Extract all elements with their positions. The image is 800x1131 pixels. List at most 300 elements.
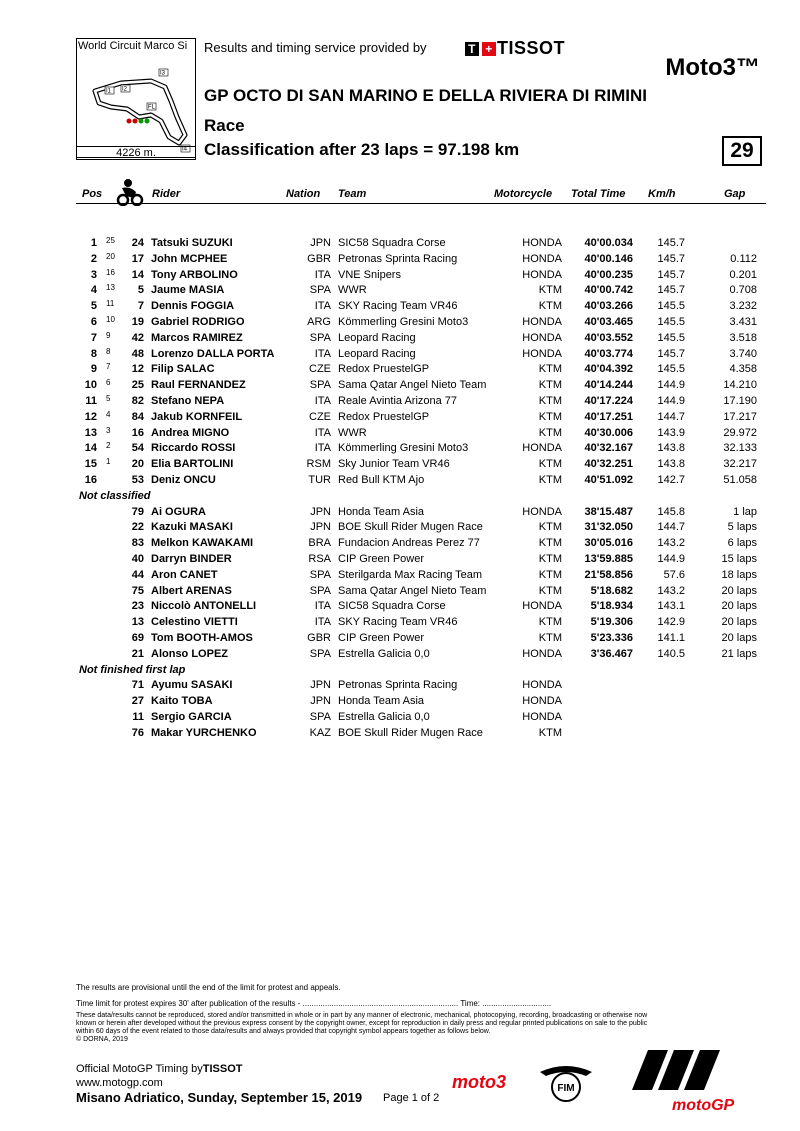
table-row [0, 300, 800, 316]
table-row [0, 379, 800, 395]
cell-nation: ITA [314, 616, 331, 629]
cell-motorcycle: HONDA [522, 316, 562, 328]
motogp-logo [628, 1046, 758, 1116]
cell-pos: 3 [90, 268, 97, 281]
cell-team: Honda Team Asia [338, 505, 425, 518]
cell-motorcycle: KTM [538, 553, 562, 565]
cell-total-time: 5'18.682 [590, 584, 633, 597]
cell-number: 16 [131, 426, 144, 439]
cell-team: Leopard Racing [338, 347, 416, 360]
cell-nation: GBR [307, 632, 331, 644]
sector-i3: I3 [160, 70, 166, 77]
cell-rider: Albert ARENAS [151, 584, 232, 597]
cell-pos: 8 [90, 347, 97, 360]
cell-kmh: 144.9 [657, 379, 685, 392]
tissot-text: TISSOT [497, 38, 566, 58]
cell-number: 21 [131, 647, 144, 660]
cell-number: 27 [131, 695, 144, 708]
cell-kmh: 144.7 [657, 410, 685, 423]
cell-number: 44 [131, 568, 144, 581]
cell-gap: 32.133 [723, 442, 757, 455]
cell-kmh: 145.5 [657, 331, 685, 344]
cell-kmh: 144.9 [657, 553, 685, 565]
cell-pos: 15 [84, 458, 97, 471]
page-of: Page 1 of 2 [383, 1092, 440, 1104]
cell-nation: SPA [309, 647, 331, 660]
table-row [0, 253, 800, 269]
header-rule [76, 203, 766, 204]
cell-number: 42 [131, 331, 144, 344]
cell-number: 75 [131, 584, 144, 597]
cell-number: 69 [131, 632, 144, 644]
circuit-map [81, 57, 193, 155]
cell-rider: Aron CANET [151, 568, 218, 581]
cell-nation: ITA [314, 600, 331, 613]
cell-gap: 0.201 [729, 268, 757, 281]
cell-number: 25 [131, 379, 144, 392]
cell-nation: ITA [314, 395, 331, 407]
cell-team: Estrella Galicia 0,0 [338, 711, 430, 723]
cell-grid: 3 [106, 425, 111, 435]
table-row [0, 348, 800, 364]
cell-kmh: 145.7 [657, 237, 685, 249]
cell-nation: CZE [309, 410, 331, 423]
cell-number: 19 [131, 316, 144, 328]
cell-motorcycle: KTM [538, 379, 562, 392]
col-total-time: Total Time [571, 188, 626, 200]
cell-grid: 16 [106, 267, 115, 277]
cell-number: 5 [137, 284, 144, 297]
cell-team: Fundacion Andreas Perez 77 [338, 537, 480, 550]
cell-rider: Darryn BINDER [151, 553, 232, 565]
cell-gap: 32.217 [723, 458, 757, 471]
provisional-note: The results are provisional until the end of the limit for protest and appeals. [76, 983, 341, 992]
table-row [0, 553, 800, 569]
table-row [0, 679, 800, 695]
cell-gap: 6 laps [727, 537, 757, 550]
table-row [0, 521, 800, 537]
cell-kmh: 145.7 [657, 252, 685, 265]
cell-motorcycle: HONDA [522, 237, 562, 249]
cell-motorcycle: KTM [538, 474, 562, 486]
cell-motorcycle: HONDA [522, 442, 562, 455]
cell-motorcycle: HONDA [522, 268, 562, 281]
cell-gap: 17.190 [723, 395, 757, 407]
cell-motorcycle: KTM [538, 300, 562, 313]
col-kmh: Km/h [648, 188, 676, 200]
cell-grid: 6 [106, 378, 111, 388]
cell-gap: 29.972 [723, 426, 757, 439]
sector-i4: I4 [182, 146, 188, 153]
table-row [0, 695, 800, 711]
cell-number: 76 [131, 726, 144, 739]
cell-kmh: 145.5 [657, 316, 685, 328]
copyright-line: known or herein after developed without the previous express consent by the copyright owner, except for reproduction in daily press and regular printed publications on sale to the public [76, 1020, 648, 1027]
cell-kmh: 143.1 [657, 600, 685, 613]
cell-team: CIP Green Power [338, 632, 425, 644]
cell-grid: 10 [106, 315, 115, 324]
cell-team: Estrella Galicia 0,0 [338, 647, 430, 660]
cell-pos: 1 [90, 237, 97, 249]
cell-gap: 4.358 [729, 363, 757, 376]
cell-gap: 3.740 [729, 347, 757, 360]
cell-total-time: 40'32.251 [584, 458, 633, 471]
cell-nation: JPN [310, 679, 331, 692]
cell-kmh: 145.7 [657, 347, 685, 360]
cell-nation: SPA [309, 379, 331, 392]
tissot-t-icon: T [465, 42, 479, 56]
sector-fl: FL [148, 104, 156, 111]
cell-gap: 0.708 [729, 284, 757, 297]
table-row [0, 427, 800, 443]
cell-nation: SPA [309, 568, 331, 581]
cell-nation: ITA [314, 300, 331, 313]
cell-number: 71 [131, 679, 144, 692]
cell-nation: SPA [309, 584, 331, 597]
cell-total-time: 40'03.774 [584, 347, 633, 360]
cell-gap: 3.518 [729, 331, 757, 344]
table-row [0, 600, 800, 616]
cell-team: Petronas Sprinta Racing [338, 252, 458, 265]
cell-number: 84 [131, 410, 144, 423]
cell-pos: 2 [90, 252, 97, 265]
table-row [0, 727, 800, 743]
page-number-box: 29 [722, 136, 762, 166]
cell-rider: Raul FERNANDEZ [151, 379, 246, 392]
cell-motorcycle: HONDA [522, 711, 562, 723]
cell-gap: 3.431 [729, 316, 757, 328]
cell-team: Leopard Racing [338, 331, 416, 344]
cell-number: 13 [131, 616, 144, 629]
cell-rider: Elia BARTOLINI [151, 458, 234, 471]
copyright-notice [76, 1012, 746, 1044]
cell-number: 7 [137, 300, 144, 313]
table-row [0, 616, 800, 632]
cell-grid: 1 [106, 457, 111, 467]
cell-kmh: 141.1 [657, 632, 685, 644]
cell-nation: RSA [308, 553, 331, 565]
place-date: Misano Adriatico, Sunday, September 15, 2019 [76, 1090, 363, 1105]
rider-icon [116, 178, 144, 206]
table-row [0, 237, 800, 253]
cell-pos: 6 [90, 316, 97, 328]
cell-nation: ITA [314, 426, 331, 439]
table-row [0, 363, 800, 379]
website-link[interactable]: www.motogp.com [76, 1077, 163, 1089]
cell-rider: Kaito TOBA [151, 695, 213, 708]
cell-motorcycle: HONDA [522, 679, 562, 692]
cell-rider: Dennis FOGGIA [151, 300, 235, 313]
cell-total-time: 40'17.251 [584, 410, 633, 423]
cell-rider: Celestino VIETTI [151, 616, 238, 629]
cell-number: 82 [131, 395, 144, 407]
cell-motorcycle: KTM [538, 284, 562, 297]
cell-team: WWR [338, 426, 367, 439]
cell-rider: Marcos RAMIREZ [151, 331, 243, 344]
cell-nation: JPN [310, 505, 331, 518]
cell-total-time: 40'17.224 [584, 395, 633, 407]
cell-motorcycle: KTM [538, 537, 562, 550]
table-row [0, 569, 800, 585]
cell-pos: 14 [84, 442, 97, 455]
cell-kmh: 142.9 [657, 616, 685, 629]
col-gap: Gap [724, 188, 746, 200]
tissot-logo [465, 38, 565, 59]
cell-team: SIC58 Squadra Corse [338, 600, 446, 613]
cell-kmh: 145.7 [657, 268, 685, 281]
cell-kmh: 142.7 [657, 474, 685, 486]
circuit-box [76, 38, 196, 158]
cell-total-time: 40'14.244 [584, 379, 633, 392]
cell-grid: 20 [106, 251, 115, 261]
cell-grid: 8 [106, 346, 111, 356]
sector-i2: I2 [122, 86, 128, 93]
cell-rider: Kazuki MASAKI [151, 521, 233, 534]
cell-total-time: 38'15.487 [584, 505, 633, 518]
cell-team: Kömmerling Gresini Moto3 [338, 316, 469, 328]
cell-nation: ITA [314, 442, 331, 455]
cell-rider: Deniz ONCU [151, 474, 216, 486]
cell-number: 20 [131, 458, 144, 471]
table-row [0, 316, 800, 332]
cell-total-time: 40'00.146 [584, 252, 633, 265]
cell-nation: SPA [309, 331, 331, 344]
cell-rider: Sergio GARCIA [151, 711, 232, 723]
cell-grid: 11 [106, 299, 115, 309]
cell-rider: Stefano NEPA [151, 395, 225, 407]
section-not-finished: Not finished first lap [79, 663, 186, 676]
cell-gap: 3.232 [729, 300, 757, 313]
cell-rider: Filip SALAC [151, 363, 215, 376]
cell-nation: CZE [309, 363, 331, 376]
cell-team: Kömmerling Gresini Moto3 [338, 442, 469, 455]
cell-kmh: 143.8 [657, 442, 685, 455]
cell-rider: Gabriel RODRIGO [151, 316, 245, 328]
cell-total-time: 40'03.465 [584, 316, 633, 328]
section-not-classified: Not classified [79, 489, 151, 502]
cell-pos: 7 [90, 331, 97, 344]
cell-total-time: 13'59.885 [584, 553, 633, 565]
cell-total-time: 40'03.552 [584, 331, 633, 344]
cell-motorcycle: KTM [538, 616, 562, 629]
cell-motorcycle: HONDA [522, 505, 562, 518]
cell-motorcycle: KTM [538, 568, 562, 581]
col-nation: Nation [286, 188, 321, 200]
cell-kmh: 145.5 [657, 300, 685, 313]
cell-team: SKY Racing Team VR46 [338, 616, 458, 629]
cell-total-time: 40'00.235 [584, 268, 633, 281]
protest-limit-note: Time limit for protest expires 30' after publication of the results - ...................................................................... Time: ............................... [76, 999, 552, 1008]
cell-nation: ARG [307, 316, 331, 328]
cell-number: 24 [131, 237, 144, 249]
cell-grid: 9 [106, 330, 111, 340]
circuit-name: World Circuit Marco Si [78, 40, 188, 52]
copyright-line: © DORNA, 2019 [76, 1036, 128, 1043]
cell-gap: 0.112 [730, 252, 757, 265]
cell-team: Reale Avintia Arizona 77 [338, 395, 458, 407]
cell-team: Honda Team Asia [338, 695, 425, 708]
cell-kmh: 145.7 [657, 284, 685, 297]
cell-nation: RSM [306, 458, 331, 471]
cell-nation: ITA [314, 347, 331, 360]
col-rider: Rider [152, 188, 181, 200]
table-row [0, 284, 800, 300]
cell-nation: BRA [308, 537, 331, 550]
col-motorcycle: Motorcycle [494, 188, 553, 200]
cell-pos: 11 [85, 395, 97, 407]
cell-total-time: 40'03.266 [584, 300, 633, 313]
cell-team: VNE Snipers [338, 268, 401, 281]
official-timing [76, 1063, 243, 1075]
cell-nation: ITA [314, 268, 331, 281]
cell-total-time: 40'00.034 [584, 237, 633, 249]
cell-motorcycle: HONDA [522, 695, 562, 708]
cell-motorcycle: HONDA [522, 600, 562, 613]
cell-motorcycle: KTM [538, 395, 562, 407]
cell-team: SIC58 Squadra Corse [338, 237, 446, 249]
cell-motorcycle: HONDA [522, 347, 562, 360]
cell-rider: Jakub KORNFEIL [151, 410, 243, 423]
cell-team: Petronas Sprinta Racing [338, 679, 458, 692]
cell-rider: Tony ARBOLINO [151, 268, 238, 281]
cell-number: 54 [131, 442, 144, 455]
cell-nation: SPA [309, 711, 331, 723]
table-row [0, 269, 800, 285]
cell-kmh: 144.7 [657, 521, 685, 534]
cell-number: 53 [131, 474, 144, 486]
motogp-text: motoGP [672, 1097, 735, 1114]
cell-kmh: 143.8 [657, 458, 685, 471]
cell-kmh: 145.5 [657, 363, 685, 376]
copyright-line: These data/results cannot be reproduced, stored and/or transmitted in whole or in part by any manner of electronic, mechanical, photocopying, recording, broadcasting or otherwise now [76, 1012, 648, 1019]
cell-number: 11 [132, 711, 144, 723]
cell-motorcycle: HONDA [522, 331, 562, 344]
table-row [0, 332, 800, 348]
cell-team: Red Bull KTM Ajo [338, 474, 425, 486]
cell-total-time: 5'23.336 [590, 632, 633, 644]
cell-team: WWR [338, 284, 367, 297]
cell-team: Redox PruestelGP [338, 363, 430, 376]
cell-gap: 5 laps [727, 521, 757, 534]
cell-kmh: 143.9 [657, 426, 685, 439]
cell-rider: Melkon KAWAKAMI [151, 537, 254, 550]
cell-nation: JPN [310, 237, 331, 249]
cell-nation: SPA [309, 284, 331, 297]
cell-rider: John MCPHEE [151, 252, 228, 265]
cell-number: 14 [131, 268, 144, 281]
cell-team: Redox PruestelGP [338, 410, 430, 423]
copyright-line: within 60 days of the event related to those data/results and always provided that copyright symbol appears together as follows below. [76, 1028, 491, 1035]
cell-kmh: 140.5 [657, 647, 685, 660]
cell-number: 12 [131, 363, 144, 376]
table-row [0, 474, 800, 490]
cell-motorcycle: HONDA [522, 252, 562, 265]
cell-number: 17 [131, 252, 144, 265]
cell-grid: 4 [106, 409, 111, 419]
cell-nation: GBR [307, 252, 331, 265]
cell-total-time: 5'19.306 [590, 616, 633, 629]
cell-gap: 20 laps [721, 616, 757, 629]
cell-team: BOE Skull Rider Mugen Race [338, 726, 483, 739]
cell-pos: 9 [90, 363, 97, 376]
cell-gap: 20 laps [721, 600, 757, 613]
col-team: Team [338, 188, 367, 200]
cell-kmh: 143.2 [657, 584, 685, 597]
cell-gap: 21 laps [721, 647, 757, 660]
cell-gap: 20 laps [721, 584, 757, 597]
cell-grid: 2 [106, 441, 111, 451]
cell-motorcycle: KTM [538, 521, 562, 534]
col-pos: Pos [82, 188, 103, 200]
cell-grid: 5 [106, 394, 111, 403]
cell-rider: Tom BOOTH-AMOS [151, 632, 253, 644]
table-row [0, 458, 800, 474]
cell-nation: JPN [310, 695, 331, 708]
cell-rider: Ai OGURA [151, 505, 206, 518]
cell-motorcycle: KTM [538, 584, 562, 597]
cell-grid: 13 [106, 283, 115, 293]
cell-pos: 16 [84, 474, 97, 486]
cell-motorcycle: KTM [538, 363, 562, 376]
provided-by-text: Results and timing service provided by [204, 40, 427, 55]
event-title: GP OCTO DI SAN MARINO E DELLA RIVIERA DI RIMINI [204, 86, 647, 105]
cell-number: 83 [131, 537, 144, 550]
cell-pos: 12 [84, 410, 97, 423]
table-row [0, 506, 800, 522]
cell-gap: 17.217 [723, 410, 757, 423]
cell-gap: 1 lap [733, 505, 757, 518]
cell-total-time: 40'00.742 [584, 284, 633, 297]
table-row [0, 395, 800, 411]
official-tissot: TISSOT [202, 1063, 243, 1075]
cell-grid: 25 [106, 236, 115, 245]
table-row [0, 442, 800, 458]
cell-rider: Lorenzo DALLA PORTA [151, 347, 275, 360]
cell-kmh: 144.9 [657, 395, 685, 407]
cell-rider: Ayumu SASAKI [151, 679, 233, 692]
cell-number: 23 [131, 600, 144, 613]
cell-pos: 4 [90, 284, 97, 297]
table-row [0, 585, 800, 601]
cell-team: Sama Qatar Angel Nieto Team [338, 584, 487, 597]
fim-logo [536, 1060, 596, 1104]
cell-motorcycle: KTM [538, 726, 562, 739]
cell-motorcycle: KTM [538, 458, 562, 471]
cell-pos: 13 [84, 426, 97, 439]
cell-rider: Jaume MASIA [151, 284, 225, 297]
cell-total-time: 5'18.934 [590, 600, 633, 613]
table-row [0, 411, 800, 427]
cell-team: CIP Green Power [338, 553, 425, 565]
moto3-logo: moto3 [452, 1072, 506, 1092]
cell-total-time: 40'51.092 [584, 474, 633, 486]
cell-motorcycle: KTM [538, 426, 562, 439]
cell-nation: JPN [310, 521, 331, 534]
classification-title: Classification after 23 laps = 97.198 km [204, 140, 520, 159]
cell-pos: 10 [84, 379, 97, 392]
cell-nation: TUR [308, 474, 331, 486]
cell-kmh: 143.2 [657, 537, 685, 550]
table-row [0, 648, 800, 664]
cell-team: Sterilgarda Max Racing Team [338, 568, 483, 581]
cell-gap: 18 laps [721, 568, 757, 581]
cell-rider: Tatsuki SUZUKI [151, 237, 233, 249]
cell-rider: Makar YURCHENKO [151, 726, 257, 739]
cell-motorcycle: KTM [538, 410, 562, 423]
official-timing-text: Official MotoGP Timing by [76, 1063, 203, 1075]
cell-kmh: 145.8 [657, 505, 685, 518]
circuit-length: 4226 m. [76, 146, 196, 160]
